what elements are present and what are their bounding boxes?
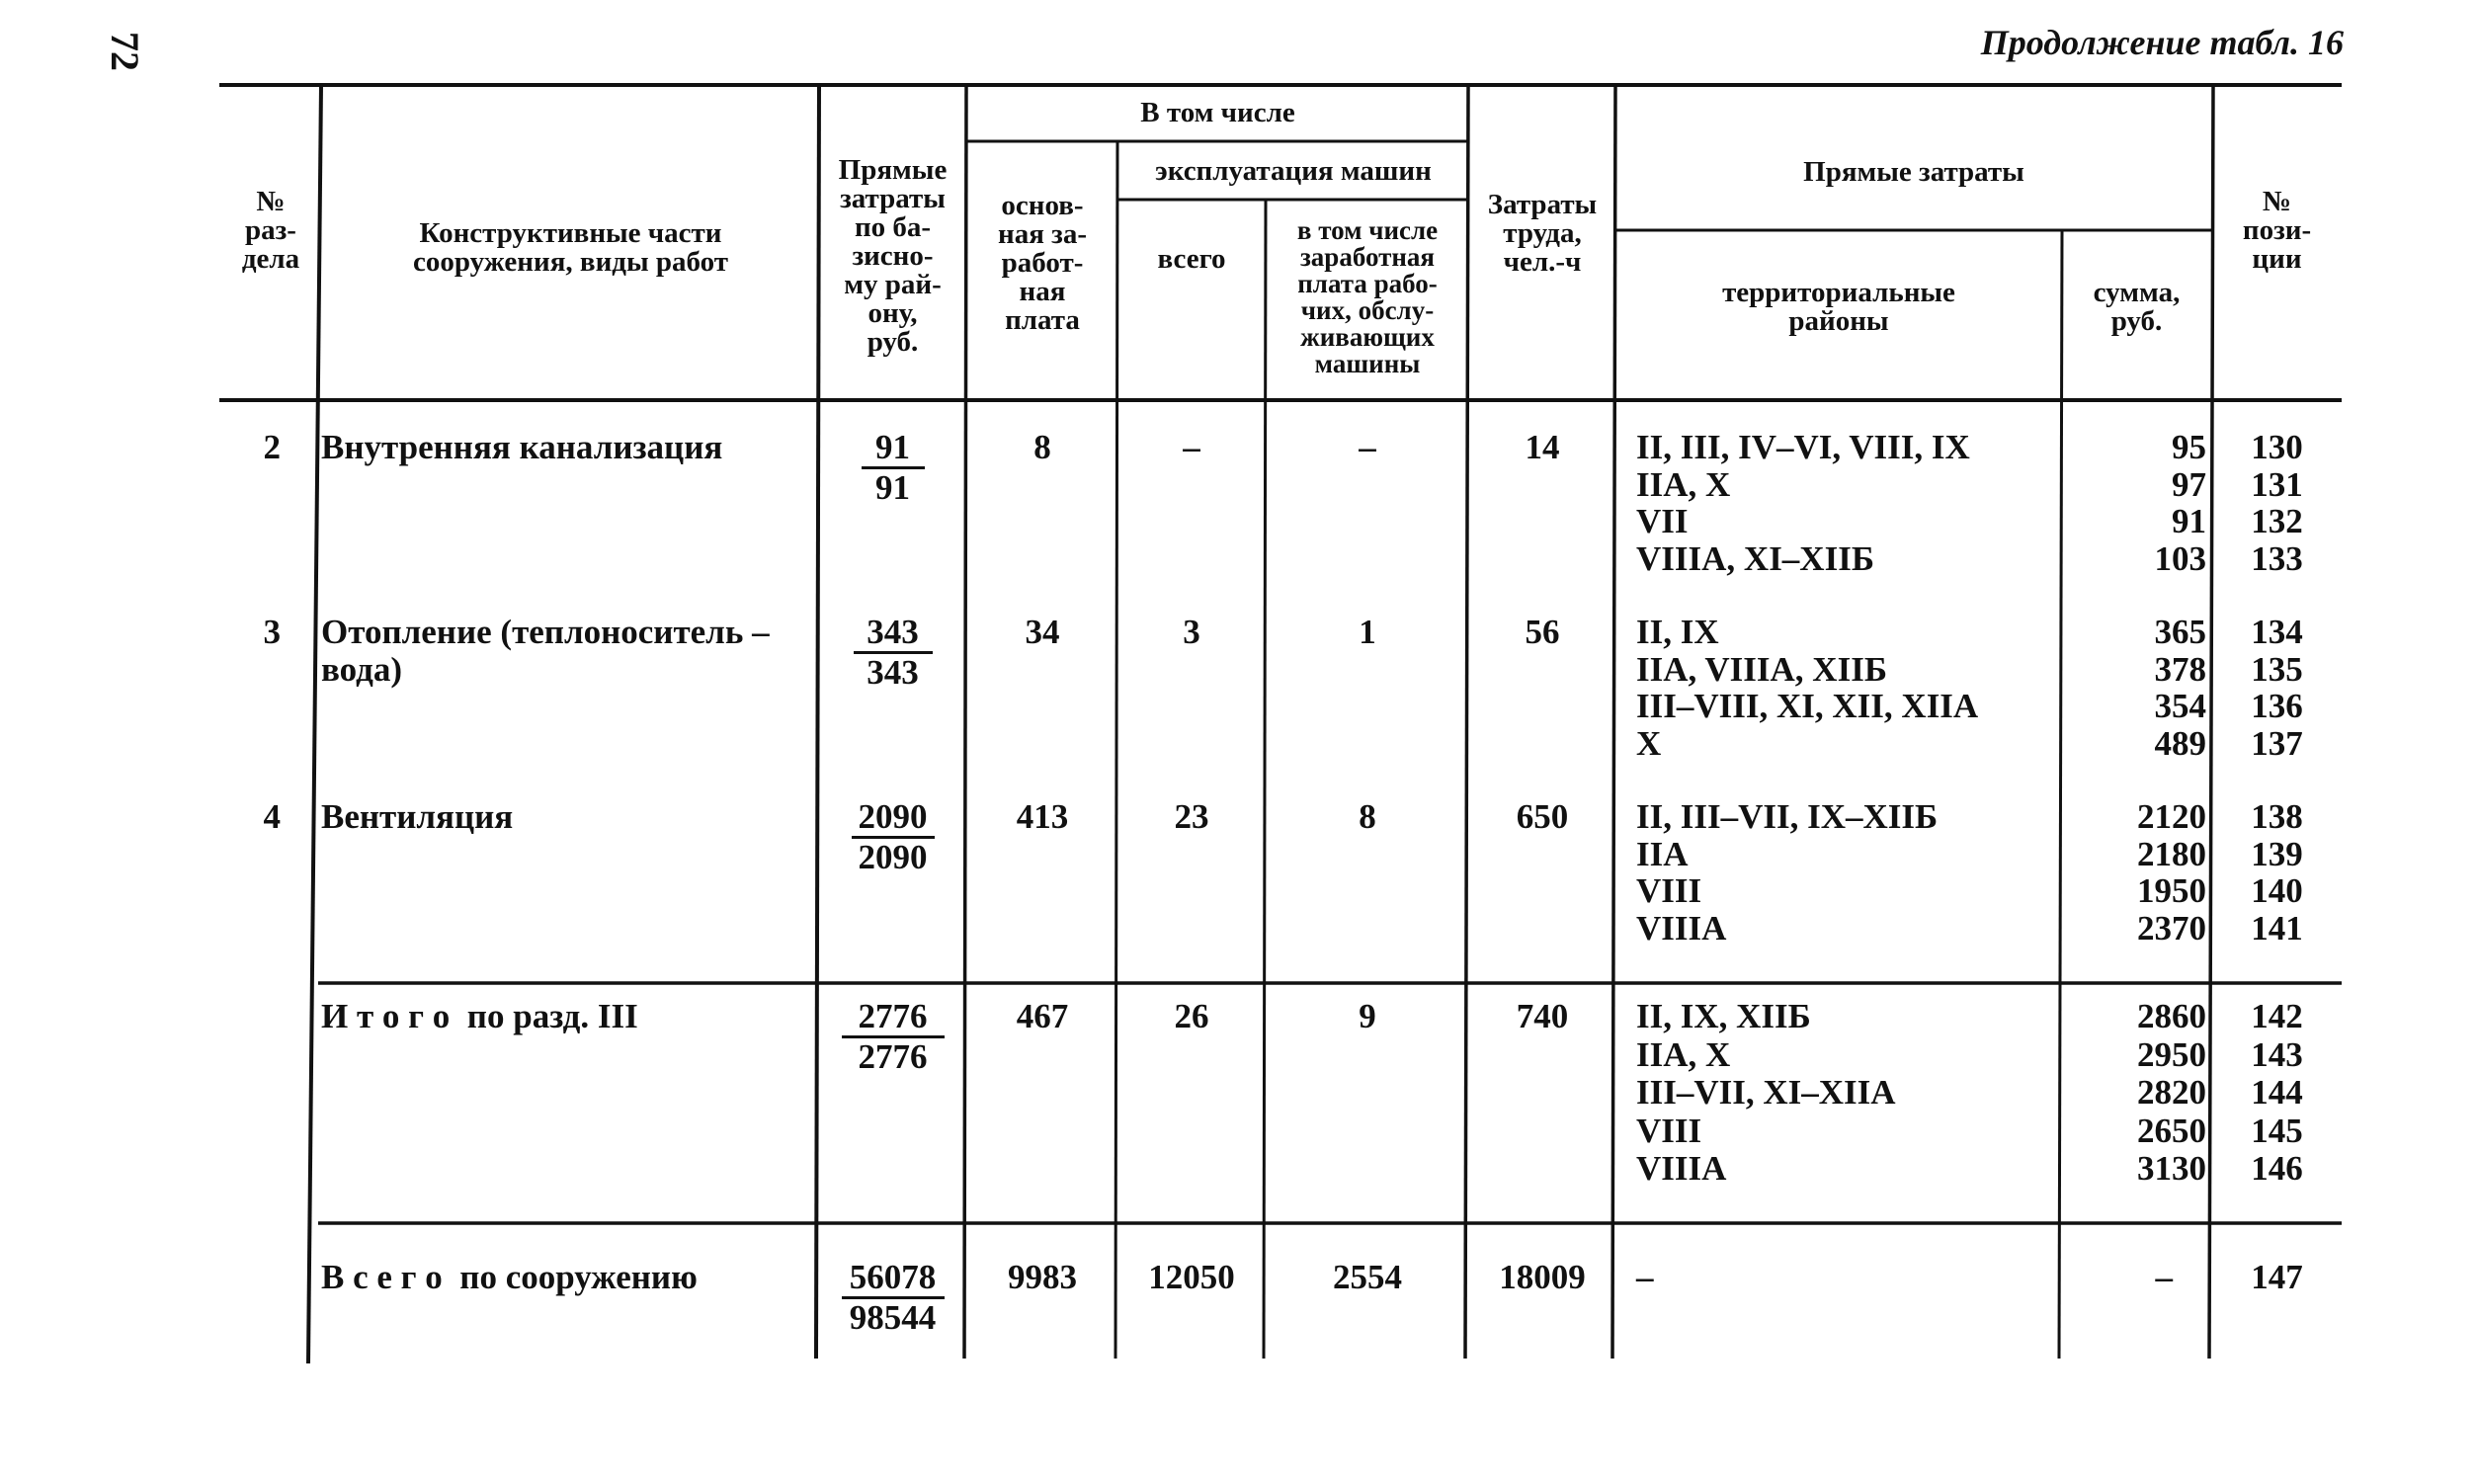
header-machines-total: всего (1157, 243, 1226, 275)
base-wage-value: 467 (1016, 997, 1069, 1035)
positions-list: 147 (2251, 1258, 2303, 1296)
positions-list: 142 143 144 145 146 (2251, 997, 2303, 1188)
direct-cost-denominator: 2776 (858, 1037, 928, 1076)
machines-total-value: 3 (1183, 613, 1200, 651)
territorial-regions-list: II, IX, XIIБ IIA, X III–VII, XI–XIIA VIII VIIIA (1636, 997, 1896, 1188)
labor-cost-value: 14 (1525, 428, 1560, 466)
machines-wage-value: 9 (1359, 997, 1376, 1035)
machines-wage-value: 8 (1359, 797, 1376, 836)
sums-list: 95 97 91 103 (2154, 428, 2206, 578)
structural-part-name: Внутренняя канализация (321, 428, 723, 466)
direct-cost-denominator: 91 (875, 468, 910, 507)
positions-list: 138 139 140 141 (2251, 797, 2303, 948)
direct-cost-denominator: 2090 (858, 838, 928, 876)
territorial-regions-list: II, III, IV–VI, VIII, IX IIA, X VII VIIIA, XI–XIIБ (1636, 428, 1970, 578)
direct-cost-numerator: 91 (875, 428, 910, 466)
base-wage-value: 34 (1025, 613, 1060, 651)
direct-cost-fraction (821, 998, 964, 1076)
sums-list: 2120 2180 1950 2370 (2137, 797, 2206, 948)
positions-list: 130 131 132 133 (2251, 428, 2303, 578)
table-continuation-caption: Продолжение табл. 16 (1980, 23, 2344, 62)
direct-cost-numerator: 56078 (849, 1258, 937, 1296)
structural-part-name: Вентиляция (321, 797, 514, 836)
header-sum-rub: сумма, руб. (2093, 277, 2181, 337)
direct-cost-denominator: 343 (867, 653, 919, 692)
direct-cost-numerator: 343 (867, 613, 919, 651)
header-group-including: В том числе (1140, 97, 1295, 128)
header-structural-parts: Конструктивные части сооружения, виды работ (413, 217, 728, 278)
sums-list: – (2155, 1258, 2173, 1296)
sums-list: 365 378 354 489 (2154, 613, 2206, 763)
header-section-number: № раз- дела (241, 186, 300, 275)
territorial-regions-list: II, III–VII, IX–XIIБ IIA VIII VIIIA (1636, 797, 1939, 948)
direct-cost-denominator: 98544 (849, 1298, 937, 1337)
machines-wage-value: 1 (1359, 613, 1376, 651)
section-number: 2 (263, 428, 281, 466)
header-territorial-regions: территориальные районы (1722, 277, 1955, 337)
territorial-regions-list: – (1636, 1258, 1654, 1296)
section-number: 4 (263, 797, 281, 836)
machines-total-value: 23 (1174, 797, 1209, 836)
direct-cost-fraction (821, 614, 964, 692)
structural-part-name: В с е г о по сооружению (321, 1258, 698, 1296)
base-wage-value: 9983 (1008, 1258, 1077, 1296)
header-labor-costs: Затраты труда, чел.-ч (1487, 189, 1598, 278)
header-group-direct-costs: Прямые затраты (1803, 156, 2024, 188)
header-machines-wage: в том числе заработная плата рабо- чих, обслу- живающих машины (1296, 215, 1439, 378)
machines-total-value: 12050 (1148, 1258, 1235, 1296)
machines-wage-value: 2554 (1333, 1258, 1402, 1296)
header-direct-costs-base-region: Прямые затраты по ба- зисно- му рай- ону, руб. (838, 154, 948, 358)
header-position-number: № пози- ции (2242, 186, 2312, 275)
territorial-regions-list: II, IX IIA, VIIIA, XIIБ III–VIII, XI, XII, XIIA X (1636, 613, 1979, 763)
labor-cost-value: 18009 (1499, 1258, 1586, 1296)
machines-wage-value: – (1359, 428, 1376, 466)
labor-cost-value: 740 (1516, 997, 1569, 1035)
section-number: 3 (263, 613, 281, 651)
base-wage-value: 8 (1033, 428, 1051, 466)
header-base-wage: основ- ная за- работ- ная плата (998, 190, 1087, 336)
machines-total-value: – (1183, 428, 1200, 466)
direct-cost-fraction (821, 429, 964, 507)
labor-cost-value: 56 (1525, 613, 1560, 651)
direct-cost-fraction (821, 798, 964, 876)
direct-cost-fraction (821, 1259, 964, 1337)
header-group-machine-operation: эксплуатация машин (1155, 155, 1432, 187)
machines-total-value: 26 (1174, 997, 1209, 1035)
page-number: 72 (103, 32, 147, 71)
base-wage-value: 413 (1016, 797, 1069, 836)
positions-list: 134 135 136 137 (2251, 613, 2303, 763)
sums-list: 2860 2950 2820 2650 3130 (2137, 997, 2206, 1188)
structural-part-name: И т о г о по разд. III (321, 997, 638, 1035)
structural-part-name: Отопление (теплоноситель – вода) (321, 613, 770, 689)
direct-cost-numerator: 2090 (858, 797, 928, 836)
labor-cost-value: 650 (1516, 797, 1569, 836)
direct-cost-numerator: 2776 (858, 997, 928, 1035)
